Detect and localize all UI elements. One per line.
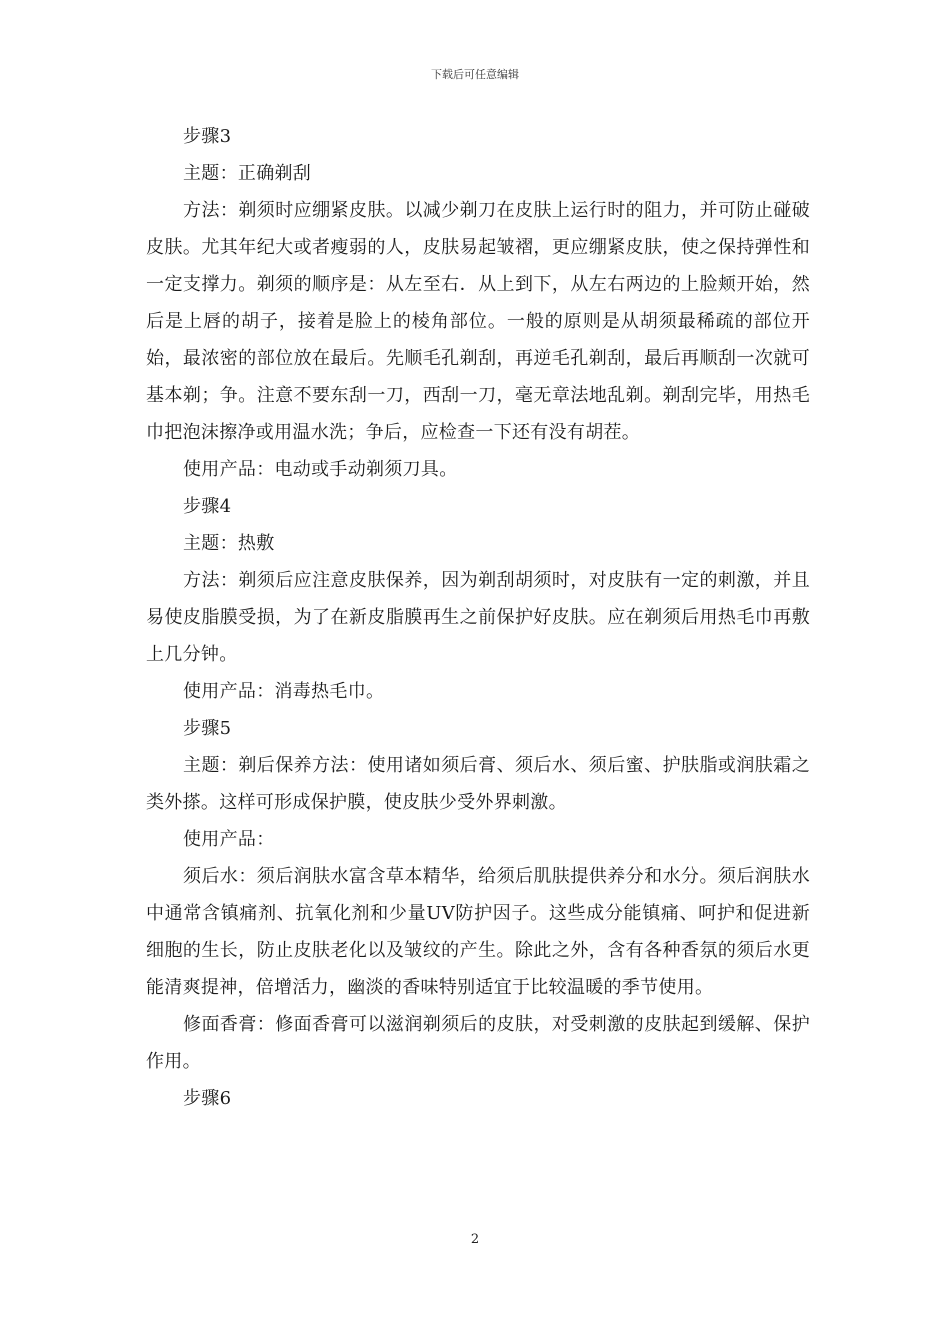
step-5-topic: 主题：剃后保养方法：使用诸如须后膏、须后水、须后蜜、护肤脂或润肤霜之类外搽。这样可形成保护膜，使皮肤少受外界刺激。 (146, 755, 810, 813)
page-header: 下载后可任意编辑 (431, 68, 519, 81)
step-3-product: 使用产品：电动或手动剃须刀具。 (183, 459, 458, 480)
step-4-topic: 主题：热敷 (183, 533, 275, 554)
step-5-balm: 修面香膏：修面香膏可以滋润剃须后的皮肤，对受刺激的皮肤起到缓解、保护作用。 (146, 1014, 810, 1072)
step-5-aftershave: 须后水：须后润肤水富含草本精华，给须后肌肤提供养分和水分。须后润肤水中通常含镇痛剂、抗氧化剂和少量UV防护因子。这些成分能镇痛、呵护和促进新细胞的生长，防止皮肤老化以及皱纹的产生。除此之外，含有各种香氛的须后水更能清爽提神，倍增活力，幽淡的香味特别适宜于比较温暖的季节使用。 (146, 866, 810, 998)
step-6-heading: 步骤6 (183, 1088, 232, 1109)
page-number: 2 (470, 1232, 480, 1247)
step-4-method: 方法：剃须后应注意皮肤保养，因为剃刮胡须时，对皮肤有一定的刺激，并且易使皮脂膜受损，为了在新皮脂膜再生之前保护好皮肤。应在剃须后用热毛巾再敷上几分钟。 (146, 570, 810, 665)
step-3-method: 方法：剃须时应绷紧皮肤。以减少剃刀在皮肤上运行时的阻力，并可防止碰破皮肤。尤其年纪大或者瘦弱的人，皮肤易起皱褶，更应绷紧皮肤，使之保持弹性和一定支撑力。剃须的顺序是：从左至右．从上到下，从左右两边的上脸颊开始，然后是上唇的胡子，接着是脸上的棱角部位。一般的原则是从胡须最稀疏的部位开始，最浓密的部位放在最后。先顺毛孔剃刮，再逆毛孔剃刮，最后再顺刮一次就可基本剃；争。注意不要东刮一刀，西刮一刀，毫无章法地乱剃。剃刮完毕，用热毛巾把泡沫擦净或用温水洗；争后，应检查一下还有没有胡茬。 (146, 200, 810, 443)
step-4-heading: 步骤4 (183, 496, 232, 517)
body-text (146, 118, 810, 1117)
step-3-heading: 步骤3 (183, 126, 232, 147)
step-5-heading: 步骤5 (183, 718, 232, 739)
step-3-topic: 主题：正确剃刮 (183, 163, 312, 184)
step-4-product: 使用产品：消毒热毛巾。 (183, 681, 385, 702)
step-5-product-label: 使用产品： (183, 829, 275, 850)
